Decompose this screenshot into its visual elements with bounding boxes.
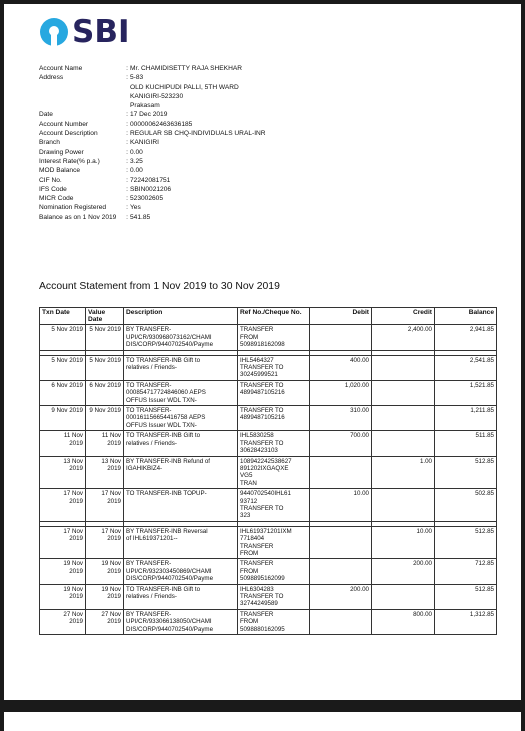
cell-ref-no: IHL5830258 TRANSFER TO 30628423103 xyxy=(238,431,310,456)
cell-value-date: 5 Nov 2019 xyxy=(86,355,124,380)
detail-label: MICR Code xyxy=(39,195,74,203)
cell-description: BY TRANSFER- UPI/CR/930968073162/CHAMI DIS/CORP/9440702540/Payme xyxy=(124,325,238,350)
detail-colon: : xyxy=(126,74,128,82)
cell-txn-date: 9 Nov 2019 xyxy=(40,406,86,431)
cell-ref-no: 9440702540IHL61 93712 TRANSFER TO 323 xyxy=(238,489,310,522)
detail-colon: : xyxy=(126,204,128,212)
header-value-date: Value Date xyxy=(86,308,124,325)
cell-balance: 512.85 xyxy=(435,456,497,489)
cell-value-date: 27 Nov 2019 xyxy=(86,609,124,634)
detail-colon: : xyxy=(126,148,128,156)
bank-logo xyxy=(40,14,130,50)
bank-name: SBI xyxy=(72,14,130,50)
table-row xyxy=(40,380,497,405)
cell-ref-no: TRANSFER FROM 5098880162095 xyxy=(238,609,310,634)
table-header-row xyxy=(40,308,497,325)
statement-page xyxy=(4,4,521,700)
cell-credit: 200.00 xyxy=(372,559,435,584)
cell-value-date: 17 Nov 2019 xyxy=(86,489,124,522)
account-detail-row xyxy=(39,157,499,166)
cell-credit xyxy=(372,406,435,431)
cell-balance: 502.85 xyxy=(435,489,497,522)
cell-txn-date: 17 Nov 2019 xyxy=(40,526,86,559)
cell-description: TO TRANSFER-INB Gift to relatives / Friends- xyxy=(124,431,238,456)
detail-value: KANIGIRI xyxy=(130,139,159,147)
cell-value-date: 19 Nov 2019 xyxy=(86,559,124,584)
transactions-table xyxy=(39,307,497,635)
account-detail-row xyxy=(39,176,499,185)
table-row xyxy=(40,489,497,522)
account-details xyxy=(39,64,499,222)
table-row xyxy=(40,406,497,431)
detail-label: Account Name xyxy=(39,65,83,72)
cell-value-date: 13 Nov 2019 xyxy=(86,456,124,489)
cell-txn-date: 19 Nov 2019 xyxy=(40,559,86,584)
table-row xyxy=(40,456,497,489)
cell-credit xyxy=(372,489,435,522)
cell-value-date: 5 Nov 2019 xyxy=(86,325,124,350)
detail-value: Yes xyxy=(130,204,141,212)
statement-title: Account Statement from 1 Nov 2019 to 30 Nov 2019 xyxy=(39,281,280,292)
cell-debit xyxy=(310,325,372,350)
account-detail-row xyxy=(39,203,499,212)
cell-debit: 310.00 xyxy=(310,406,372,431)
detail-value: 72242081751 xyxy=(130,176,171,184)
cell-description: TO TRANSFER-INB Gift to relatives / Friends- xyxy=(124,355,238,380)
detail-label: IFS Code xyxy=(39,185,67,193)
cell-balance: 1,211.85 xyxy=(435,406,497,431)
cell-credit xyxy=(372,584,435,609)
account-detail-row xyxy=(39,129,499,138)
cell-txn-date: 27 Nov 2019 xyxy=(40,609,86,634)
cell-credit: 2,400.00 xyxy=(372,325,435,350)
cell-ref-no: 108942242538627 891202IXGAQXE VG5 TRAN xyxy=(238,456,310,489)
cell-ref-no: TRANSFER TO 4899487105216 xyxy=(238,406,310,431)
detail-value: Mr. CHAMIDISETTY RAJA SHEKHAR xyxy=(130,65,242,72)
detail-colon: : xyxy=(126,139,128,147)
cell-description: BY TRANSFER-INB Reversal of IHL619371201-- xyxy=(124,526,238,559)
detail-value: 17 Dec 2019 xyxy=(130,111,168,119)
cell-ref-no: IHL5464327 TRANSFER TO 30245999521 xyxy=(238,355,310,380)
cell-balance: 1,521.85 xyxy=(435,380,497,405)
detail-label: Account Description xyxy=(39,130,98,138)
detail-label: Interest Rate(% p.a.) xyxy=(39,157,100,165)
cell-description: TO TRANSFER- 000161156654416758 AEPS OFFUS Issuer WDL TXN- xyxy=(124,406,238,431)
detail-label: CIF No. xyxy=(39,176,62,184)
detail-colon: : xyxy=(126,111,128,119)
cell-txn-date: 17 Nov 2019 xyxy=(40,489,86,522)
detail-colon: : xyxy=(126,167,128,175)
account-detail-row xyxy=(39,110,499,119)
cell-credit: 1.00 xyxy=(372,456,435,489)
detail-colon: : xyxy=(126,65,128,72)
cell-credit xyxy=(372,431,435,456)
cell-balance: 712.85 xyxy=(435,559,497,584)
cell-balance: 2,941.85 xyxy=(435,325,497,350)
detail-label: Date xyxy=(39,111,53,119)
address-line: Prakasam xyxy=(130,102,160,110)
account-detail-row xyxy=(39,138,499,147)
cell-balance: 1,312.85 xyxy=(435,609,497,634)
detail-colon: : xyxy=(126,213,128,221)
cell-value-date: 6 Nov 2019 xyxy=(86,380,124,405)
detail-colon: : xyxy=(126,195,128,203)
detail-label: Balance as on 1 Nov 2019 xyxy=(39,213,117,221)
cell-txn-date: 6 Nov 2019 xyxy=(40,380,86,405)
header-ref-no: Ref No./Cheque No. xyxy=(238,308,310,325)
cell-value-date: 19 Nov 2019 xyxy=(86,584,124,609)
cell-txn-date: 5 Nov 2019 xyxy=(40,325,86,350)
detail-value: 0.00 xyxy=(130,167,143,175)
detail-value: 0.00 xyxy=(130,148,143,156)
cell-value-date: 9 Nov 2019 xyxy=(86,406,124,431)
cell-txn-date: 5 Nov 2019 xyxy=(40,355,86,380)
detail-colon: : xyxy=(126,176,128,184)
cell-ref-no: IHL6304283 TRANSFER TO 32744249589 xyxy=(238,584,310,609)
cell-description: BY TRANSFER-INB Refund of IGAHIKBIZ4- xyxy=(124,456,238,489)
table-row xyxy=(40,325,497,350)
detail-value: REGULAR SB CHQ-INDIVIDUALS URAL-INR xyxy=(130,130,266,138)
detail-colon: : xyxy=(126,157,128,165)
table-row xyxy=(40,584,497,609)
detail-label: Nomination Registered xyxy=(39,204,107,212)
detail-colon: : xyxy=(126,185,128,193)
cell-debit: 400.00 xyxy=(310,355,372,380)
cell-ref-no: IHL619371201IXM 7718404 TRANSFER FROM xyxy=(238,526,310,559)
header-credit: Credit xyxy=(372,308,435,325)
cell-debit xyxy=(310,526,372,559)
cell-debit: 1,020.00 xyxy=(310,380,372,405)
header-txn-date: Txn Date xyxy=(40,308,86,325)
account-detail-row xyxy=(39,148,499,157)
detail-label: Drawing Power xyxy=(39,148,84,156)
detail-value: 00000062463636185 xyxy=(130,120,193,128)
cell-value-date: 11 Nov 2019 xyxy=(86,431,124,456)
detail-value: 5-83 xyxy=(130,74,144,82)
detail-value: SBIN0021206 xyxy=(130,185,172,193)
header-balance: Balance xyxy=(435,308,497,325)
cell-description: TO TRANSFER- 000854717724846060 AEPS OFFUS Issuer WDL TXN- xyxy=(124,380,238,405)
cell-credit: 10.00 xyxy=(372,526,435,559)
account-detail-row xyxy=(39,213,499,222)
cell-debit: 700.00 xyxy=(310,431,372,456)
table-row xyxy=(40,355,497,380)
account-detail-row xyxy=(39,64,499,73)
cell-debit: 200.00 xyxy=(310,584,372,609)
cell-balance: 511.85 xyxy=(435,431,497,456)
table-row xyxy=(40,559,497,584)
detail-label: Branch xyxy=(39,139,60,147)
cell-description: BY TRANSFER- UPI/CR/933066138050/CHAMI DIS/CORP/9440702540/Payme xyxy=(124,609,238,634)
header-description: Description xyxy=(124,308,238,325)
table-row xyxy=(40,609,497,634)
cell-debit xyxy=(310,456,372,489)
cell-debit xyxy=(310,559,372,584)
sbi-keyhole-logo-icon xyxy=(40,18,68,46)
cell-balance: 2,541.85 xyxy=(435,355,497,380)
cell-credit xyxy=(372,355,435,380)
cell-txn-date: 13 Nov 2019 xyxy=(40,456,86,489)
account-detail-row xyxy=(39,73,499,82)
detail-value: 3.25 xyxy=(130,157,143,165)
cell-description: TO TRANSFER-INB TOPUP- xyxy=(124,489,238,522)
next-page-edge xyxy=(4,712,521,731)
detail-colon: : xyxy=(126,120,128,128)
cell-ref-no: TRANSFER FROM 5098895162099 xyxy=(238,559,310,584)
cell-ref-no: TRANSFER TO 4899487105216 xyxy=(238,380,310,405)
cell-ref-no: TRANSFER FROM 5098918162098 xyxy=(238,325,310,350)
cell-credit: 800.00 xyxy=(372,609,435,634)
address-line: OLD KUCHIPUDI PALLI, 5TH WARD xyxy=(130,83,239,91)
cell-balance: 512.85 xyxy=(435,526,497,559)
account-detail-row xyxy=(39,185,499,194)
cell-balance: 512.85 xyxy=(435,584,497,609)
cell-txn-date: 19 Nov 2019 xyxy=(40,584,86,609)
detail-label: Account Number xyxy=(39,120,89,128)
cell-description: TO TRANSFER-INB Gift to relatives / Friends- xyxy=(124,584,238,609)
detail-label: Address xyxy=(39,74,64,82)
cell-description: BY TRANSFER- UPI/CR/932303450869/CHAMI DIS/CORP/9440702540/Payme xyxy=(124,559,238,584)
detail-colon: : xyxy=(126,130,128,138)
account-detail-row xyxy=(39,120,499,129)
cell-value-date: 17 Nov 2019 xyxy=(86,526,124,559)
table-row xyxy=(40,526,497,559)
header-debit: Debit xyxy=(310,308,372,325)
detail-label: MOD Balance xyxy=(39,167,81,175)
cell-debit: 10.00 xyxy=(310,489,372,522)
cell-credit xyxy=(372,380,435,405)
detail-value: 523002605 xyxy=(130,195,164,203)
cell-txn-date: 11 Nov 2019 xyxy=(40,431,86,456)
cell-debit xyxy=(310,609,372,634)
account-detail-row xyxy=(39,194,499,203)
account-detail-row xyxy=(39,166,499,175)
detail-value: 541.85 xyxy=(130,213,151,221)
table-row xyxy=(40,431,497,456)
address-line: KANIGIRI-523230 xyxy=(130,92,184,100)
